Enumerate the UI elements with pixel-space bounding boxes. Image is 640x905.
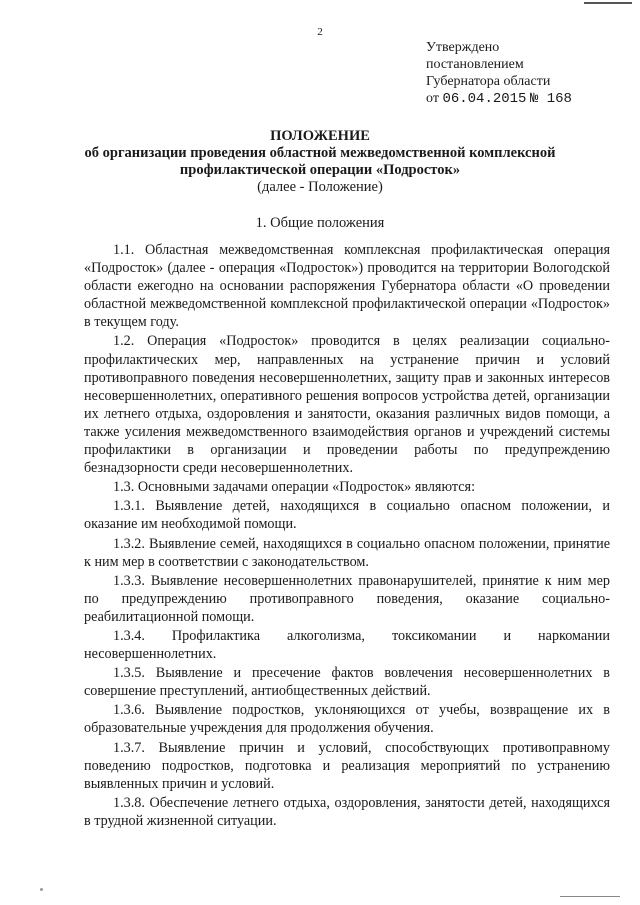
- document-subtitle-line2: профилактической операции «Подросток»: [179, 162, 461, 178]
- paragraph-1-2: 1.2. Операция «Подросток» проводится в целях реализации социально-профилактических мер, направленных на устранение причин и условий противоправного поведения несовершеннолетних, защиту прав и законных интересов несовершеннолетних, оперативного решения вопросов устройства детей, организации их летнего отдыха, оздоровления и занятости, оказания различных видов помощи, а также усиления межведомственного взаимодействия органов и учреждений системы профилактики в организации и проведении работы по предупреждению безнадзорности среди несовершеннолетних.: [84, 333, 610, 477]
- document-title: ПОЛОЖЕНИЕ: [270, 128, 370, 144]
- paragraph-1-1: 1.1. Областная межведомственная комплексная профилактическая операция «Подросток» (далее - операция «Подросток») проводится на территории Вологодской области ежегодно на основании распоряжения Губернатора области «О проведении областной межведомственной комплексной профилактической операции «Подросток» в текущем году.: [84, 242, 610, 331]
- approval-line-governor: Губернатора области: [426, 74, 551, 89]
- paragraph-1-3-5: 1.3.5. Выявление и пресечение фактов вовлечения несовершеннолетних в совершение преступлений, антиобщественных действий.: [84, 665, 610, 700]
- paragraph-1-3-2: 1.3.2. Выявление семей, находящихся в социально опасном положении, принятие к ним мер в соответствии с законодательством.: [84, 535, 610, 570]
- section-heading: 1. Общие положения: [255, 215, 385, 231]
- approval-block: [426, 39, 572, 108]
- approval-number: № 168: [529, 91, 572, 107]
- paragraph-1-3-7: 1.3.7. Выявление причин и условий, способствующих противоправному поведению подростков, подготовка и реализация мероприятий по устранению выявленных причин и условий.: [84, 739, 610, 792]
- approval-line-approved: Утверждено: [426, 40, 500, 55]
- document-title-block: [60, 128, 580, 196]
- approval-line-resolution: постановлением: [426, 57, 524, 72]
- document-title-note: (далее - Положение): [257, 179, 383, 195]
- paragraph-1-3-3: 1.3.3. Выявление несовершеннолетних правонарушителей, принятие к ним мер по предупреждению противоправного поведения, оказание социально-реабилитационной помощи.: [84, 572, 610, 625]
- paragraph-1-3-6: 1.3.6. Выявление подростков, уклоняющихся от учебы, возвращение их в образовательные учреждения для продолжения обучения.: [84, 702, 610, 737]
- paragraph-1-3-1: 1.3.1. Выявление детей, находящихся в социально опасном положении, и оказание им необходимой помощи.: [84, 498, 610, 533]
- document-subtitle-line1: об организации проведения областной межведомственной комплексной: [84, 145, 556, 161]
- paragraph-1-3: 1.3. Основными задачами операции «Подросток» являются:: [113, 479, 476, 496]
- scan-artifact-bottom: [560, 896, 620, 897]
- paragraph-1-3-8: 1.3.8. Обеспечение летнего отдыха, оздоровления, занятости детей, находящихся в трудной жизненной ситуации.: [84, 794, 610, 829]
- approval-date: 06.04.2015: [442, 91, 527, 107]
- page-number: 2: [317, 26, 323, 38]
- paragraph-1-3-4: 1.3.4. Профилактика алкоголизма, токсикомании и наркомании несовершеннолетних.: [84, 627, 610, 663]
- approval-date-line: [426, 90, 572, 108]
- scan-artifact-top: [584, 2, 632, 4]
- approval-date-prefix: от: [426, 91, 439, 106]
- scan-artifact-dot: [40, 888, 43, 891]
- document-body: [84, 241, 610, 831]
